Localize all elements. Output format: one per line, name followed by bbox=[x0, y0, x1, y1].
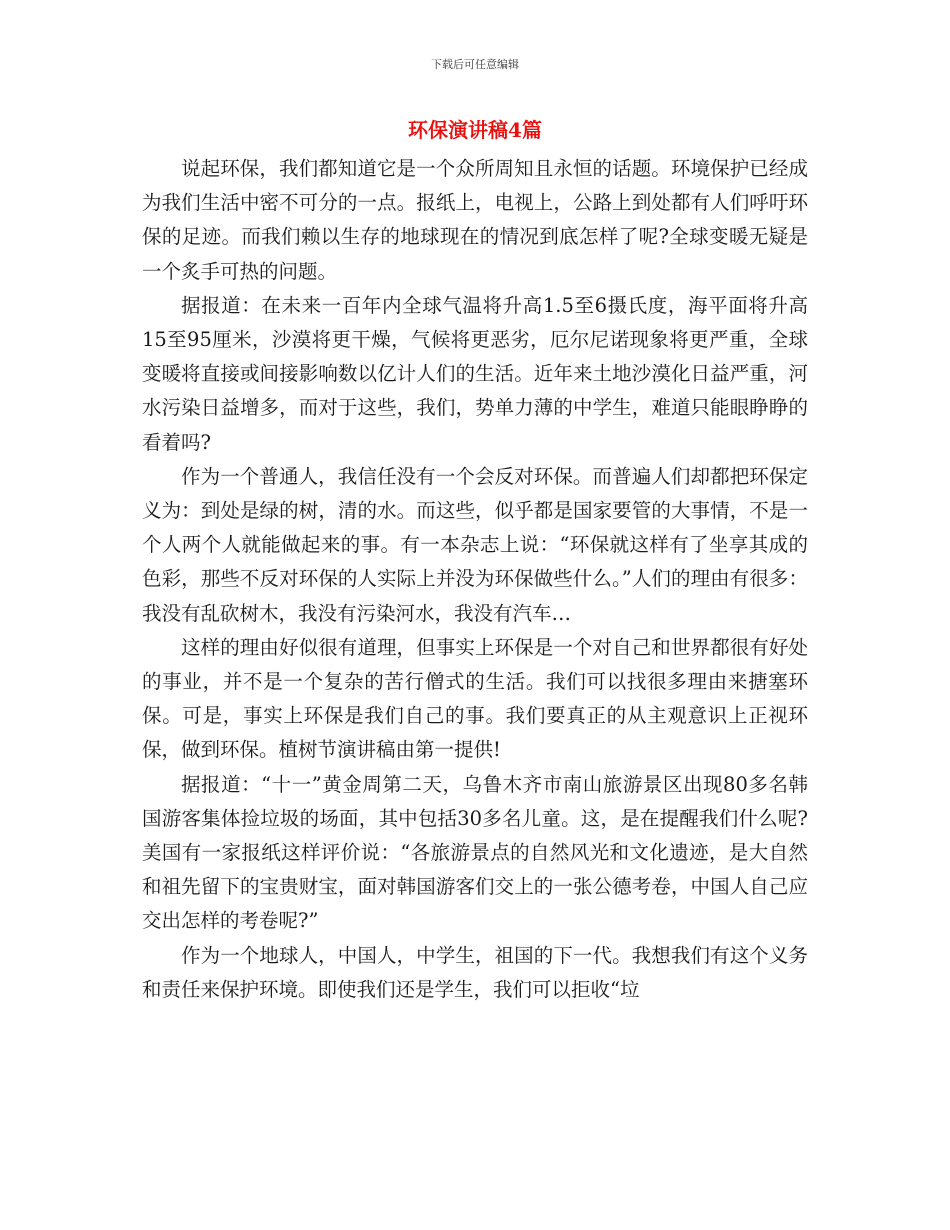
paragraph: 据报道：在未来一百年内全球气温将升高1.5至6摄氏度，海平面将升高15至95厘米，沙漠将更干燥，气候将更恶劣，厄尔尼诺现象将更严重，全球变暖将直接或间接影响数以亿计人们的生活。近年来土地沙漠化日益严重，河水污染日益增多，而对于这些，我们，势单力薄的中学生，难道只能眼睁睁的看着吗? bbox=[142, 293, 808, 454]
header-note: 下载后可任意编辑 bbox=[431, 58, 519, 71]
document-body bbox=[142, 152, 808, 1007]
paragraph: 作为一个地球人，中国人，中学生，祖国的下一代。我想我们有这个义务和责任来保护环境。即使我们还是学生，我们可以拒收“垃 bbox=[142, 943, 808, 1001]
document-title: 环保演讲稿4篇 bbox=[408, 118, 542, 142]
paragraph: 作为一个普通人，我信任没有一个会反对环保。而普遍人们却都把环保定义为：到处是绿的树，清的水。而这些，似乎都是国家要管的大事情，不是一个人两个人就能做起来的事。有一本杂志上说：“环保就这样有了坐享其成的色彩，那些不反对环保的人实际上并没为环保做些什么。”人们的理由有很多：我没有乱砍树木，我没有污染河水，我没有汽车… bbox=[142, 464, 808, 625]
paragraph: 说起环保，我们都知道它是一个众所周知且永恒的话题。环境保护已经成为我们生活中密不可分的一点。报纸上，电视上，公路上到处都有人们呼吁环保的足迹。而我们赖以生存的地球现在的情况到底怎样了呢?全球变暖无疑是一个炙手可热的问题。 bbox=[142, 157, 808, 283]
paragraph: 这样的理由好似很有道理，但事实上环保是一个对自己和世界都很有好处的事业，并不是一个复杂的苦行僧式的生活。我们可以找很多理由来搪塞环保。可是，事实上环保是我们自己的事。我们要真正的从主观意识上正视环保，做到环保。植树节演讲稿由第一提供! bbox=[142, 635, 808, 762]
paragraph: 据报道：“十一”黄金周第二天，乌鲁木齐市南山旅游景区出现80多名韩国游客集体捡垃圾的场面，其中包括30多名儿童。这，是在提醒我们什么呢?美国有一家报纸这样评价说：“各旅游景点的自然风光和文化遗迹，是大自然和祖先留下的宝贵财宝，面对韩国游客们交上的一张公德考卷，中国人自己应交出怎样的考卷呢?” bbox=[142, 772, 808, 933]
